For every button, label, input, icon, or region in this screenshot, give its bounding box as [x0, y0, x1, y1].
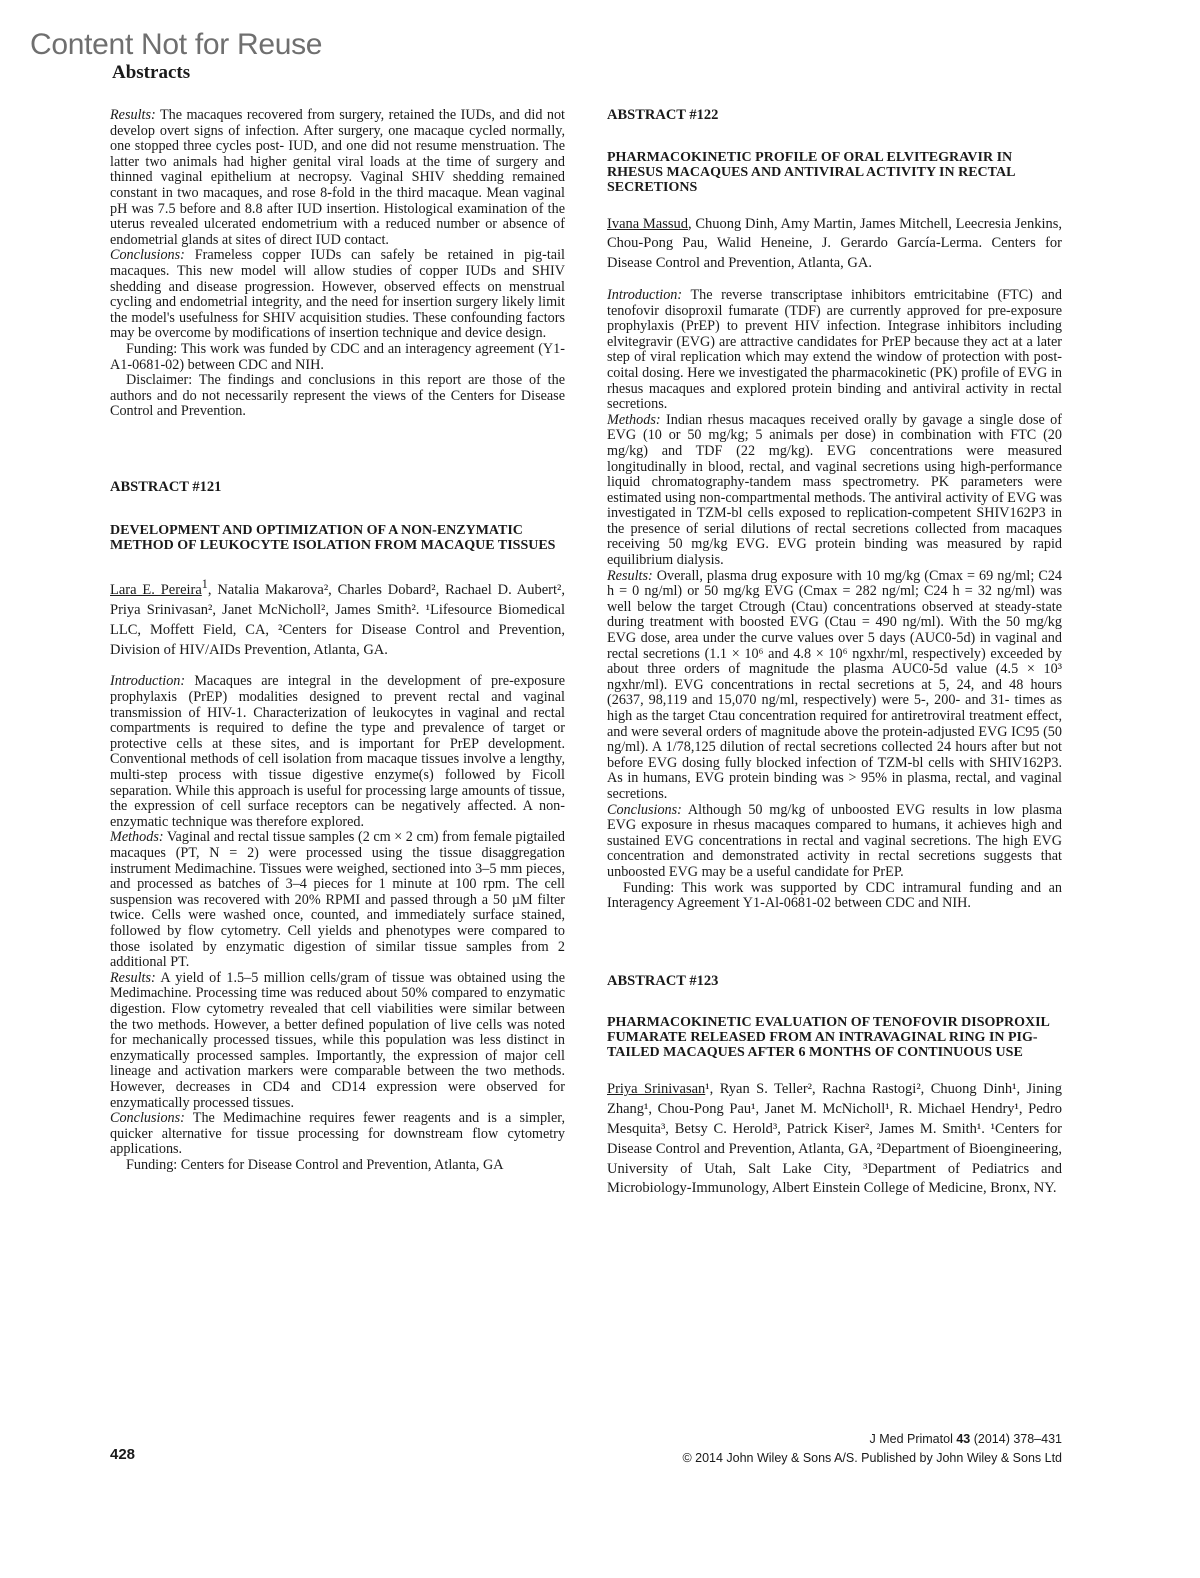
abstract-123-authors — [607, 1080, 1062, 1199]
journal-name: J Med Primatol — [869, 1432, 953, 1446]
abstract-121-results — [110, 971, 565, 1111]
abstract-122-funding: Funding: This work was supported by CDC intramural funding and an Interagency Agreement Y1-Al-0681-02 between CDC and NIH. — [607, 879, 1062, 912]
abstract-122-presenter: Ivana Massud — [607, 215, 689, 232]
abstract-121-presenter: Lara E. Pereira — [110, 582, 202, 599]
conclusions-text: Frameless copper IUDs can safely be retained in pig-tail macaques. This new model will allow studies of copper IUDs and SHIV shedding and disease progression. However, observed effects on menstrual cycling and endometrial integrity, and the need for insertion surgery likely limit the model's usefulness for SHIV acquisition studies. These confounding factors may be overcome by modifications of insertion technique and device design. — [110, 247, 565, 342]
methods-text: Indian rhesus macaques received orally by gavage a single dose of EVG (10 or 50 mg/kg; 5 animals per dose) in combination with FTC (20 mg/kg) and TDF (22 mg/kg). EVG concentrations were measured longitudinally in blood, rectal, and vaginal secretions using high-performance liquid chromatography-tandem mass spectrometry. PK parameters were estimated using non-compartmental methods. The antiviral activity of EVG was investigated in TZM-bl cells exposed to replication-competent SHIV162P3 in the presence of serial dilutions of rectal secretions collected from macaques receiving 50 mg/kg EVG. EVG protein binding was measured by rapid equilibrium dialysis. — [607, 411, 1062, 569]
conclusions-label: Conclusions: — [607, 801, 682, 818]
abstract-121-methods — [110, 830, 565, 970]
right-column — [607, 108, 1062, 1199]
funding-paragraph: Funding: This work was funded by CDC and an interagency agreement (Y1-A1-0681-02) between CDC and NIH. — [110, 340, 565, 373]
abstract-122-results — [607, 569, 1062, 803]
abstract-121-funding: Funding: Centers for Disease Control and Prevention, Atlanta, GA — [126, 1156, 504, 1173]
abstract-123-id: ABSTRACT #123 — [607, 972, 719, 989]
abstract-121-authors-rest: Natalia Makarova², Charles Dobard², Rachael D. Aubert², Priya Srinivasan², Janet McNicholl², James Smith². ¹Lifesource Biomedical LLC, Moffett Field, CA, ²Centers for Disease Control and Prevention, Division of HIV/AIDs Prevention, Atlanta, GA. — [110, 582, 566, 658]
abstract-123-presenter: Priya Srinivasan — [607, 1081, 706, 1098]
results-label: Results: — [110, 107, 156, 123]
abstract-122-conclusions — [607, 803, 1062, 881]
abstract-122-methods — [607, 413, 1062, 569]
results-text: A yield of 1.5–5 million cells/gram of tissue was obtained using the Medimachine. Processing time was reduced about 50% compared to enzymatic digestion. Flow cytometry revealed that cell viabilities were similar between the two methods. However, a better defined population of live cells was noted for mechanically processed tissues, while this population was less distinct in enzymatically processed samples. Importantly, the expression of major cell lineage and activation markers were comparable between the two methods. However, decreases in CD4 and CD14 expression were observed for enzymatically processed tissues. — [110, 969, 566, 1111]
results-text: Overall, plasma drug exposure with 10 mg/kg (Cmax = 69 ng/ml; C24 h = 0 ng/ml) or 50 mg/kg EVG (Cmax = 282 ng/ml; C24 h = 32 ng/ml) was well below the target Ctrough (Ctau) concentrations observed at steady-state during treatment with boosted EVG (Ctau = 490 ng/ml). With the 50 mg/kg EVG dose, area under the curve values over 5 days (AUC0-5d) in vaginal and rectal secretions (1.1 × 10⁶ and 4.8 × 10⁶ ngxhr/ml, respectively) exceeded by about three orders of magnitude the plasma AUC0-5d value (4.5 × 10³ ngxhr/ml). EVG concentrations in rectal secretions at 5, 24, and 48 hours (2637, 98,119 and 15,070 ng/ml, respectively) were 5-, 200- and 31- times as high as the target Ctau concentration required for antiretroviral treatment effect, and were several orders of magnitude above the protein-adjusted EVG IC95 (50 ng/ml). A 1/78,125 dilution of rectal secretions collected 24 hours after but not before EVG dosing fully blocked infection of TZM-bl cells with SHIV162P3. As in humans, EVG protein binding was > 95% in plasma, rectal, and vaginal secretions. — [607, 567, 1063, 802]
abstract-123-title: PHARMACOKINETIC EVALUATION OF TENOFOVIR DISOPROXIL FUMARATE RELEASED FROM AN INTRAVAGINAL RING IN PIG-TAILED MACAQUES AFTER 6 MONTHS OF CONTINUOUS USE — [607, 1015, 1050, 1061]
conclusions-text: Although 50 mg/kg of unboosted EVG results in low plasma EVG exposure in rhesus macaques compared to humans, it achieves high and sustained EVG concentrations in rectal and vaginal secretions. The high EVG concentration and demonstrated activity in rectal secretions suggests that unboosted EVG may be a useful candidate for PrEP. — [607, 801, 1063, 880]
watermark: Content Not for Reuse — [30, 28, 323, 61]
conclusions-label: Conclusions: — [110, 1110, 185, 1127]
conclusions-text: The Medimachine requires fewer reagents and is a simpler, quicker alternative for tissue processing for downstream flow cytometry applications. — [110, 1110, 565, 1158]
abstract-121-introduction — [110, 674, 565, 830]
conclusions-label: Conclusions: — [110, 247, 185, 264]
methods-label: Methods: — [110, 829, 164, 846]
journal-citation — [869, 1432, 1062, 1446]
abstract-121-authors: Lara E. Pereira$^1$, Natalia Makarova², Charles Dobard², Rachael D. Aubert², Priya Srinivasan², Janet McNicholl², James Smith². ¹Lifesource Biomedical LLC, Moffett Field, CA, ²Centers for Disease Control and Prevention, Division of HIV/AIDs Prevention, Atlanta, GA. — [110, 577, 566, 658]
abstract-121-title: DEVELOPMENT AND OPTIMIZATION OF A NON-ENZYMATIC METHOD OF LEUKOCYTE ISOLATION FROM MACAQUE TISSUES — [110, 523, 556, 554]
left-column — [110, 108, 565, 1173]
copyright-line: © 2014 John Wiley & Sons A/S. Published by John Wiley & Sons Ltd — [682, 1451, 1062, 1465]
methods-label: Methods: — [607, 411, 661, 428]
introduction-text: The reverse transcriptase inhibitors emtricitabine (FTC) and tenofovir disoproxil fumarate (TDF) are currently approved for pre-exposure prophylaxis (PrEP) to prevent HIV infection. Integrase inhibitors including elvitegravir (EVG) are attractive candidates for PrEP because they act at a later step of viral replication which may extend the window of protection with post-coital dosing. Here we investigated the pharmacokinetic (PK) profile of EVG in rhesus macaques and explored protein binding and antiviral activity in rectal secretions. — [607, 286, 1062, 413]
results-label: Results: — [607, 567, 653, 584]
results-label: Results: — [110, 969, 156, 986]
abstract-121-conclusions — [110, 1111, 565, 1158]
results-paragraph — [110, 108, 565, 248]
page-number: 428 — [110, 1446, 136, 1463]
conclusions-paragraph — [110, 248, 565, 342]
introduction-label: Introduction: — [607, 286, 683, 303]
abstract-123-authors-rest: ¹, Ryan S. Teller², Rachna Rastogi², Chuong Dinh¹, Jining Zhang¹, Chou-Pong Pau¹, Janet M. McNicholl¹, R. Michael Hendry¹, Pedro Mesquita³, Betsy C. Herold³, Patrick Kiser², James M. Smith¹. ¹Centers for Disease Control and Prevention, Atlanta, GA, ²Department of Bioengineering, University of Utah, Salt Lake City, ³Department of Pediatrics and Microbiology-Immunology, Albert Einstein College of Medicine, Bronx, NY. — [607, 1081, 1062, 1197]
results-text: The macaques recovered from surgery, retained the IUDs, and did not develop overt signs of infection. After surgery, one macaque cycled normally, one stopped three cycles post- IUD, and one did not resume menstruation. The latter two animals had higher genital viral loads at the time of surgery and thinned vaginal epithelium at necropsy. Vaginal SHIV shedding remained constant in two macaques, and rose 8-fold in the third macaque. Mean vaginal pH was 7.5 before and 8.8 after IUD insertion. Histological examination of the uterus revealed ulcerated endometrium with a reduced number or absence of endometrial glands at sites of direct IUD contact. — [110, 107, 566, 248]
introduction-text: Macaques are integral in the development of pre-exposure prophylaxis (PrEP) modalities designed to prevent rectal and vaginal transmission of HIV-1. Characterization of leukocytes in vaginal and rectal compartments is required to define the type and prevalence of target or protective cells at these sites, and is important for PrEP development. Conventional methods of cell isolation from macaque tissues involve a lengthy, multi-step process with tissue digestive enzyme(s) followed by Ficoll separation. While this approach is useful for processing large amounts of tissue, the expression of cell surface receptors can be negatively affected. A non-enzymatic technique was therefore explored. — [110, 673, 566, 830]
abstract-122-authors-rest: , Chuong Dinh, Amy Martin, James Mitchell, Leecresia Jenkins, Chou-Pong Pau, Walid Heneine, J. Gerardo García-Lerma. Centers for Disease Control and Prevention, Atlanta, GA. — [607, 215, 1062, 272]
abstract-121-id: ABSTRACT #121 — [110, 478, 222, 495]
journal-volume: 43 — [956, 1432, 971, 1446]
journal-year-pages: (2014) 378–431 — [973, 1432, 1062, 1446]
abstract-122-authors — [607, 215, 1062, 274]
abstract-122-introduction — [607, 288, 1062, 413]
abstract-122-title: PHARMACOKINETIC PROFILE OF ORAL ELVITEGRAVIR IN RHESUS MACAQUES AND ANTIVIRAL ACTIVITY IN RECTAL SECRETIONS — [607, 149, 1015, 195]
methods-text: Vaginal and rectal tissue samples (2 cm × 2 cm) from female pigtailed macaques (PT, N = 2) were processed using the tissue disaggregation instrument Medimachine. Tissues were weighed, sectioned into 3–5 mm pieces, and processed as batches of 3–4 pieces for 1 minute at 100 rpm. The cell suspension was recovered with 20% RPMI and passed through a 50 µM filter twice. Cells were washed once, counted, and immediately surface stained, followed by flow cytometry. Cell yields and phenotypes were compared to those isolated by enzymatic digestion of similar tissue samples from 2 additional PT. — [110, 829, 565, 971]
disclaimer-paragraph: Disclaimer: The findings and conclusions in this report are those of the authors and do not necessarily represent the views of the Centers for Disease Control and Prevention. — [110, 372, 565, 420]
section-header: Abstracts — [112, 62, 191, 83]
abstract-122-id: ABSTRACT #122 — [607, 107, 719, 123]
introduction-label: Introduction: — [110, 673, 186, 690]
